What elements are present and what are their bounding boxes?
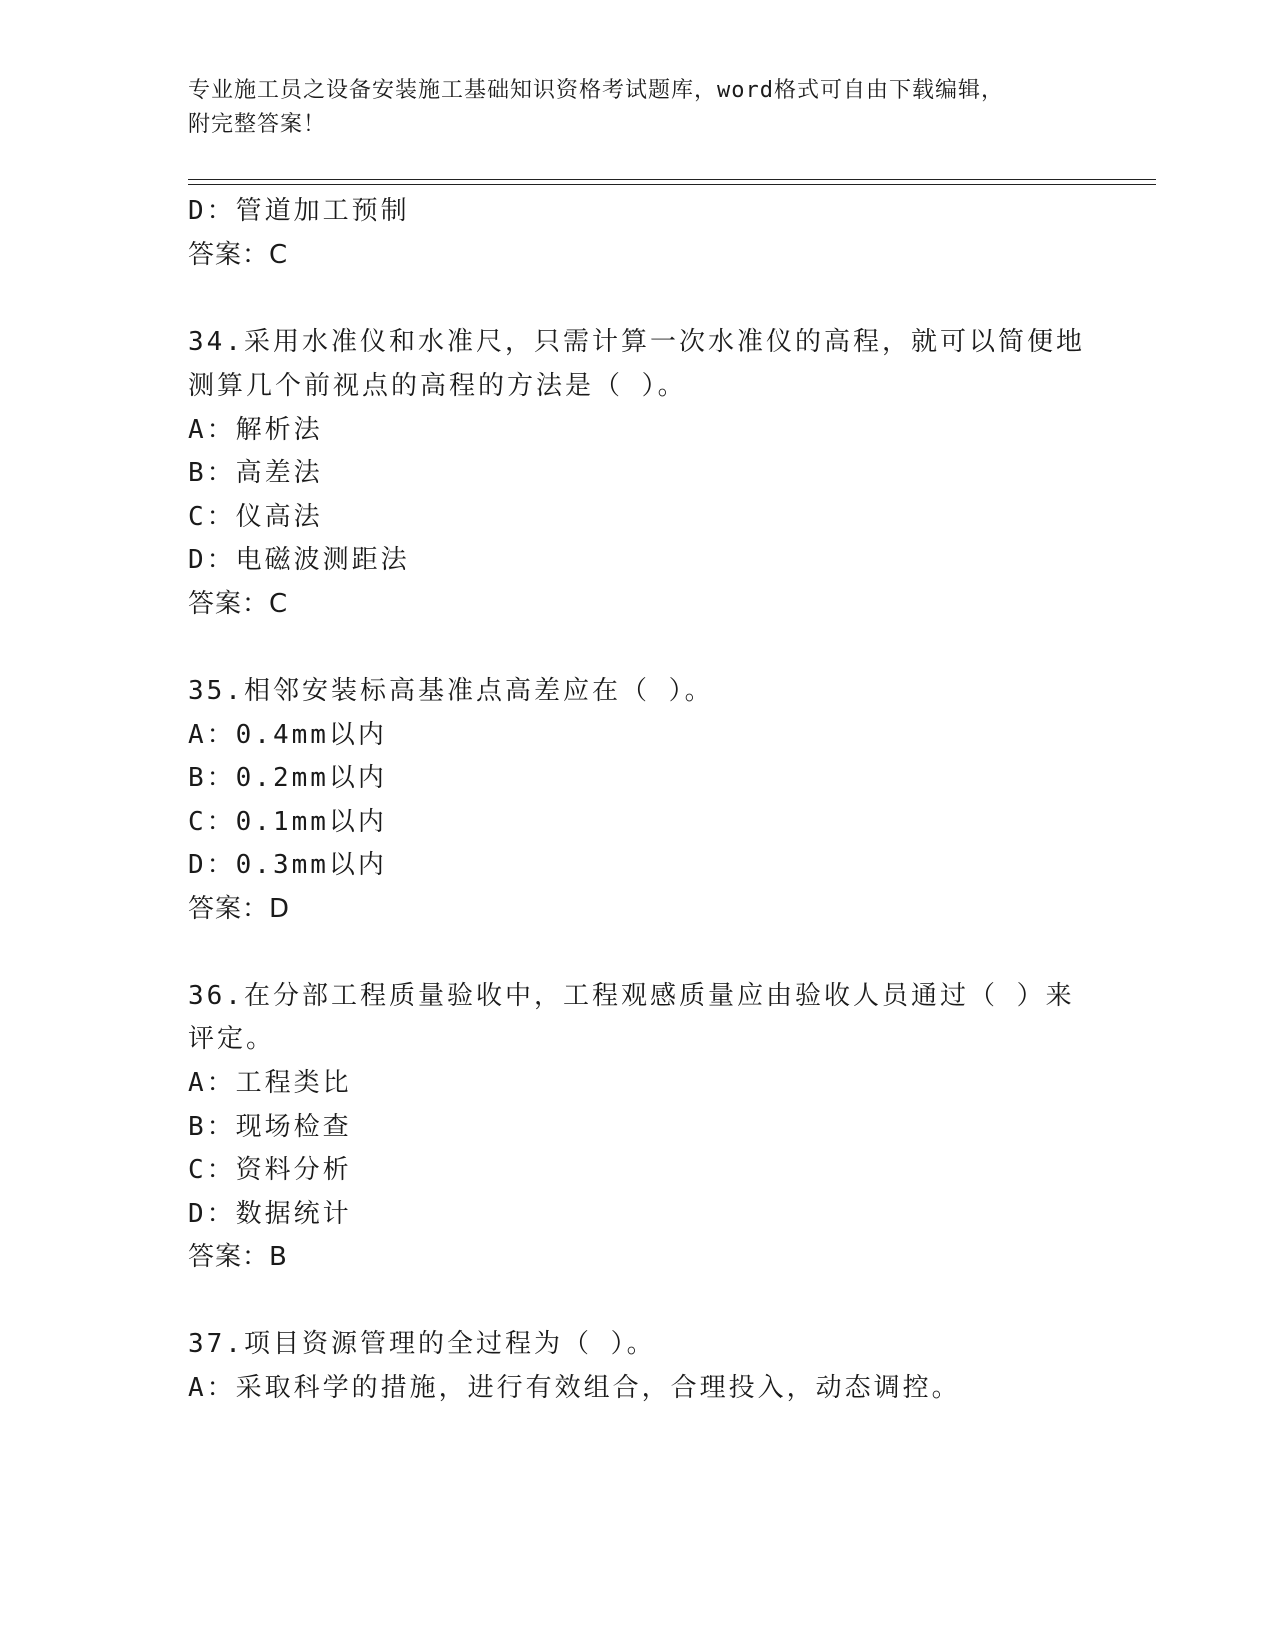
question-36-stem-line-2: 评定。	[188, 1024, 276, 1054]
question-34-option-c: C：仪高法	[188, 502, 323, 532]
option-d: D：管道加工预制	[188, 196, 410, 226]
question-34-stem-line-2: 测算几个前视点的高程的方法是（ ）。	[188, 371, 687, 401]
question-36-option-c: C：资料分析	[188, 1155, 352, 1185]
question-36-option-d: D：数据统计	[188, 1199, 352, 1229]
question-35-option-d: D：0.3mm以内	[188, 850, 387, 880]
document-header-line-2: 附完整答案！	[188, 112, 327, 137]
header-divider-top	[188, 179, 1156, 180]
question-36-stem-line-1: 36.在分部工程质量验收中，工程观感质量应由验收人员通过（ ）来	[188, 981, 1075, 1011]
question-34-stem-line-1: 34.采用水准仪和水准尺，只需计算一次水准仪的高程，就可以简便地	[188, 327, 1085, 357]
question-36-option-b: B：现场检查	[188, 1112, 352, 1142]
question-35-option-a: A：0.4mm以内	[188, 720, 387, 750]
question-35-answer: 答案：D	[188, 894, 291, 924]
question-36-answer: 答案：B	[188, 1242, 288, 1272]
question-34-option-b: B：高差法	[188, 458, 323, 488]
document-header-line-1: 专业施工员之设备安装施工基础知识资格考试题库，word格式可自由下载编辑，	[188, 78, 1004, 103]
answer-line: 答案：C	[188, 240, 289, 270]
question-35-stem: 35.相邻安装标高基准点高差应在（ ）。	[188, 676, 714, 706]
question-36-option-a: A：工程类比	[188, 1068, 352, 1098]
question-34-option-d: D：电磁波测距法	[188, 545, 410, 575]
question-34-option-a: A：解析法	[188, 415, 323, 445]
question-35-option-c: C：0.1mm以内	[188, 807, 387, 837]
question-35-option-b: B：0.2mm以内	[188, 763, 387, 793]
question-37-option-a: A：采取科学的措施，进行有效组合，合理投入，动态调控。	[188, 1373, 961, 1403]
question-34-answer: 答案：C	[188, 589, 289, 619]
question-37-stem: 37.项目资源管理的全过程为（ ）。	[188, 1329, 656, 1359]
header-divider-bottom	[188, 184, 1156, 185]
